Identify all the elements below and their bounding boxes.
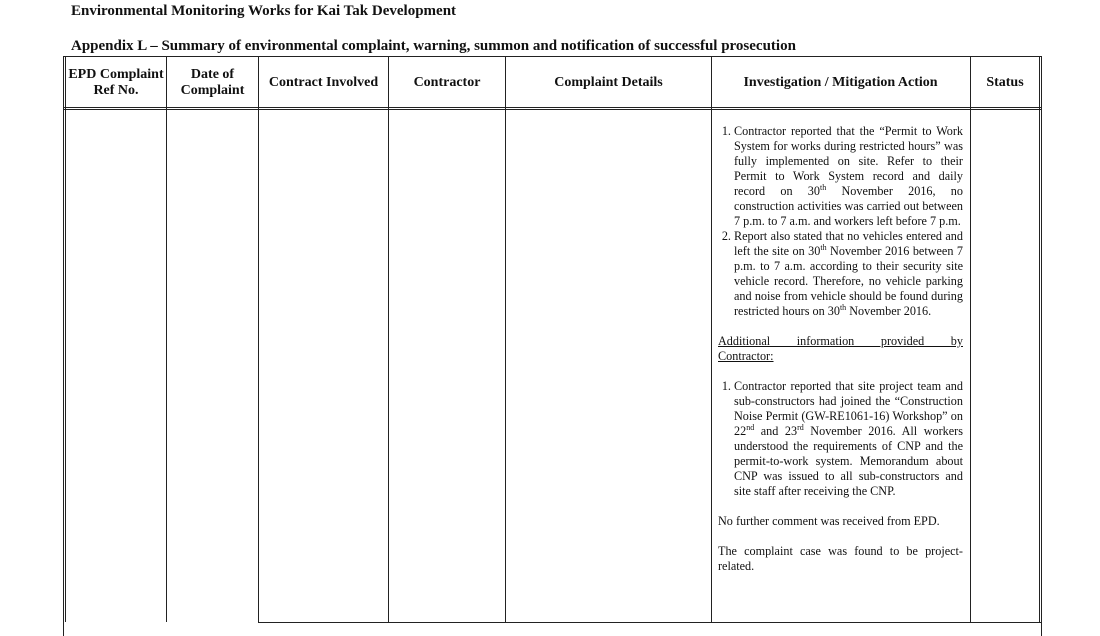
conclusion-text: The complaint case was found to be project-related. (718, 544, 963, 573)
column-divider (258, 56, 259, 622)
cell-bottom-border (388, 622, 505, 623)
column-divider (505, 56, 506, 622)
column-divider (711, 56, 712, 622)
document-title: Environmental Monitoring Works for Kai Tak Development (71, 3, 457, 19)
investigation-item-2: 2. Report also stated that no vehicles entered and left the site on 30th November 2016 between 7 p.m. to 7 a.m. according to their security site vehicle record. Therefore, no vehicle parking and noise from vehicle should be found during restricted hours on 30th November 2016. (734, 229, 963, 319)
col-header-date: Date of Complaint (180, 67, 245, 98)
col-header-complaint-details: Complaint Details (554, 75, 663, 90)
cell-bottom-border (711, 622, 970, 623)
column-divider (65, 56, 66, 622)
col-header-epd-ref: EPD Complaint Ref No. (68, 67, 164, 98)
col-header-status: Status (986, 75, 1024, 90)
column-divider (970, 56, 971, 622)
no-further-comment: No further comment was received from EPD. (718, 514, 940, 528)
cell-bottom-border (258, 622, 388, 623)
header-divider-double (63, 109, 1042, 110)
column-divider (166, 56, 167, 622)
cell-bottom-border (970, 622, 1042, 623)
investigation-item-1: 1. Contractor reported that the “Permit to Work System for works during restricted hours” was fully implemented on site. Refer to their Permit to Work System record and daily record on 30th November 2016, no construction activities was carried out between 7 p.m. to 7 a.m. and workers left before 7 p.m. (734, 124, 963, 229)
additional-item-1: 1. Contractor reported that site project team and sub-constructors had joined the “Construction Noise Permit (GW-RE1061-16) Workshop” on 22nd and 23rd November 2016. All workers understood the requirements of CNP and the permit-to-work system. Memorandum about CNP was issued to all sub-constructors and site staff after receiving the CNP. (734, 379, 963, 499)
investigation-cell (718, 124, 963, 574)
header-divider (63, 107, 1042, 108)
column-divider (1039, 56, 1040, 622)
column-divider (388, 56, 389, 622)
col-header-contractor: Contractor (413, 75, 481, 90)
appendix-title: Appendix L – Summary of environmental complaint, warning, summon and notification of successful prosecution (71, 38, 796, 54)
col-header-investigation: Investigation / Mitigation Action (743, 75, 938, 90)
additional-info-heading: Additional information provided by (718, 334, 963, 348)
cell-bottom-border (505, 622, 711, 623)
column-divider (1041, 56, 1042, 622)
additional-info-heading-contractor: Contractor: (718, 349, 774, 363)
col-header-contract: Contract Involved (268, 75, 379, 90)
